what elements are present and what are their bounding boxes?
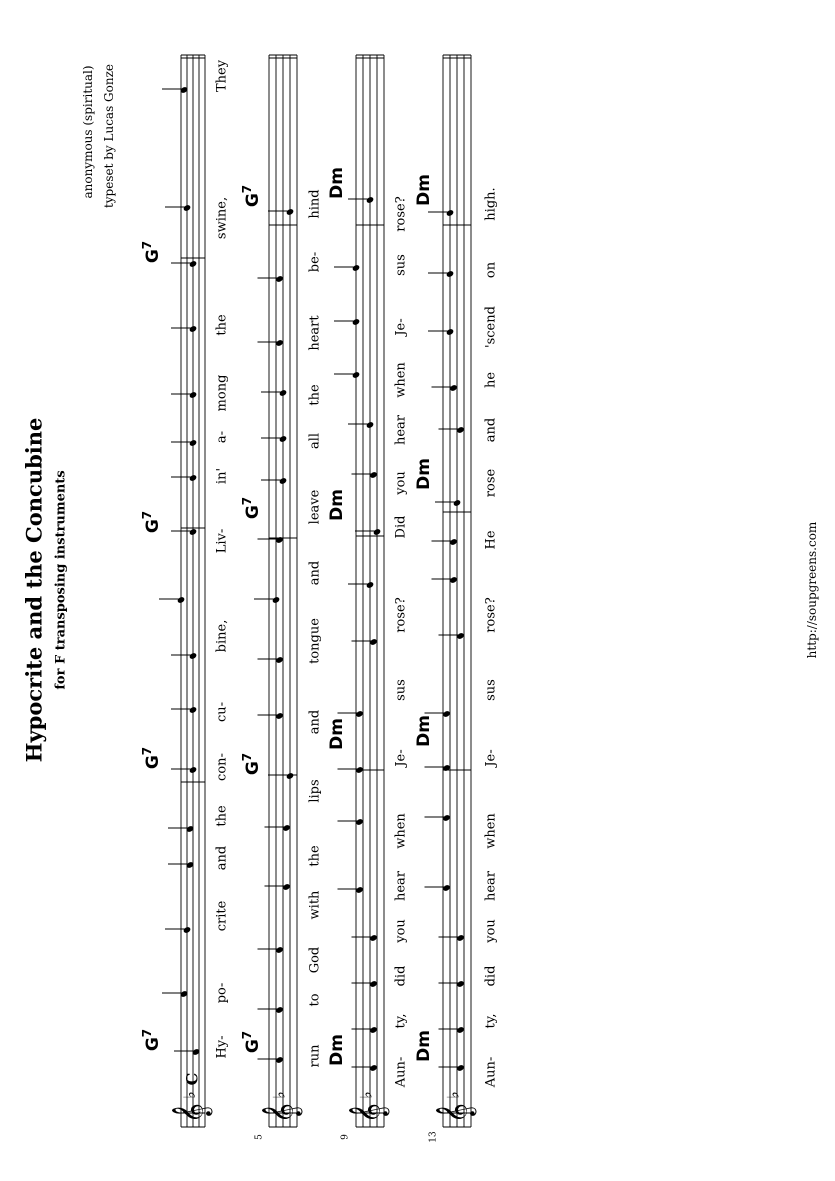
- chord-symbol: $G^7$: [239, 1030, 263, 1054]
- lyric-syllable: the: [307, 845, 323, 867]
- lyric-syllable: rose?: [393, 196, 409, 232]
- lyric-syllable: lips: [307, 779, 323, 803]
- lyric-syllable: cu-: [214, 701, 230, 723]
- treble-clef-icon: 𝄞: [435, 1102, 476, 1124]
- staff-system: [159, 55, 205, 1127]
- lyric-syllable: with: [307, 890, 323, 920]
- staff-system: [334, 55, 384, 1127]
- measure-number: 5: [254, 1134, 265, 1140]
- chord-symbol: $G^7$: [139, 510, 163, 534]
- chord-symbol: Dm: [327, 489, 347, 521]
- chord-symbol: $G^7$: [239, 184, 263, 208]
- lyric-syllable: you: [483, 919, 499, 943]
- lyric-syllable: swine,: [214, 196, 230, 240]
- chord-symbol: $G^7$: [239, 752, 263, 776]
- lyric-syllable: the: [307, 384, 323, 406]
- lyric-syllable: rose?: [393, 597, 409, 633]
- lyric-syllable: crite: [214, 900, 230, 932]
- chord-symbol: $G^7$: [139, 240, 163, 264]
- lyric-syllable: Je-: [483, 749, 499, 767]
- lyric-syllable: Hy-: [214, 1035, 230, 1059]
- chord-symbol: Dm: [414, 1030, 434, 1062]
- measure-number: 9: [340, 1134, 351, 1140]
- chord-symbol: Dm: [327, 1034, 347, 1066]
- lyric-syllable: Aun-: [483, 1056, 499, 1088]
- lyric-syllable: leave: [307, 489, 323, 525]
- lyric-syllable: sus: [393, 254, 409, 276]
- treble-clef-icon: 𝄞: [348, 1102, 389, 1124]
- lyric-syllable: rose: [483, 468, 499, 498]
- lyric-syllable: po-: [214, 982, 230, 1004]
- lyric-syllable: you: [393, 471, 409, 495]
- key-signature-flat-icon: ♭: [269, 1091, 289, 1099]
- lyric-syllable: He: [483, 530, 499, 550]
- chord-symbol: Dm: [414, 715, 434, 747]
- lyric-syllable: and: [307, 560, 323, 586]
- lyric-syllable: and: [307, 709, 323, 735]
- lyric-syllable: in': [214, 467, 230, 485]
- lyric-syllable: to: [307, 993, 323, 1007]
- time-signature: C: [182, 1072, 202, 1086]
- lyric-syllable: and: [214, 845, 230, 871]
- page-subtitle: for F transposing instruments: [53, 470, 69, 690]
- lyric-syllable: when: [483, 813, 499, 849]
- key-signature-flat-icon: ♭: [356, 1091, 376, 1099]
- lyric-syllable: Je-: [393, 318, 409, 336]
- lyric-syllable: con-: [214, 753, 230, 781]
- lyric-syllable: hear: [483, 870, 499, 902]
- lyric-syllable: and: [483, 417, 499, 443]
- lyric-syllable: hear: [393, 414, 409, 446]
- treble-clef-icon: 𝄞: [261, 1102, 302, 1124]
- lyric-syllable: high.: [483, 187, 499, 221]
- lyric-syllable: hear: [393, 870, 409, 902]
- chord-symbol: $G^7$: [139, 1028, 163, 1052]
- composer-credit: anonymous (spiritual): [81, 65, 95, 199]
- lyric-syllable: a-: [214, 430, 230, 444]
- lyric-syllable: heart: [307, 315, 323, 351]
- lyric-syllable: did: [393, 965, 409, 987]
- lyric-syllable: ty,: [393, 1013, 409, 1029]
- lyric-syllable: all: [307, 432, 323, 450]
- lyric-syllable: sus: [483, 679, 499, 701]
- chord-symbol: Dm: [327, 167, 347, 199]
- footer-url[interactable]: http://soupgreens.com: [805, 521, 819, 659]
- page-title: Hypocrite and the Concubine: [21, 417, 47, 763]
- lyric-syllable: ty,: [483, 1013, 499, 1029]
- lyric-syllable: Liv-: [214, 528, 230, 554]
- staff-system: [425, 55, 472, 1127]
- lyric-syllable: God: [307, 946, 323, 974]
- chord-symbol: $G^7$: [139, 746, 163, 770]
- measure-number: 13: [428, 1131, 439, 1143]
- chord-symbol: Dm: [414, 458, 434, 490]
- lyric-syllable: They: [214, 59, 230, 93]
- lyric-syllable: be-: [307, 251, 323, 273]
- lyric-syllable: hind: [307, 189, 323, 219]
- lyric-syllable: bine,: [214, 619, 230, 653]
- key-signature-flat-icon: ♭: [180, 1091, 200, 1099]
- chord-symbol: Dm: [327, 718, 347, 750]
- chord-symbol: Dm: [414, 174, 434, 206]
- lyric-syllable: Aun-: [393, 1056, 409, 1088]
- lyric-syllable: Did: [393, 515, 409, 539]
- lyric-syllable: Je-: [393, 749, 409, 767]
- key-signature-flat-icon: ♭: [443, 1091, 463, 1099]
- lyric-syllable: you: [393, 919, 409, 943]
- lyric-syllable: when: [393, 813, 409, 849]
- arranger-credit: typeset by Lucas Gonze: [102, 63, 116, 209]
- lyric-syllable: the: [214, 805, 230, 827]
- lyric-syllable: when: [393, 362, 409, 398]
- lyric-syllable: tongue: [307, 618, 323, 664]
- treble-clef-icon: 𝄞: [171, 1102, 212, 1124]
- lyric-syllable: the: [214, 314, 230, 336]
- lyric-syllable: on: [483, 261, 499, 279]
- lyric-syllable: sus: [393, 679, 409, 701]
- lyric-syllable: did: [483, 965, 499, 987]
- staff-system: [254, 55, 297, 1127]
- lyric-syllable: run: [307, 1044, 323, 1068]
- lyric-syllable: 'scend: [483, 306, 499, 348]
- lyric-syllable: he: [483, 371, 499, 389]
- lyric-syllable: rose?: [483, 597, 499, 633]
- lyric-syllable: mong: [214, 374, 230, 412]
- chord-symbol: $G^7$: [239, 496, 263, 520]
